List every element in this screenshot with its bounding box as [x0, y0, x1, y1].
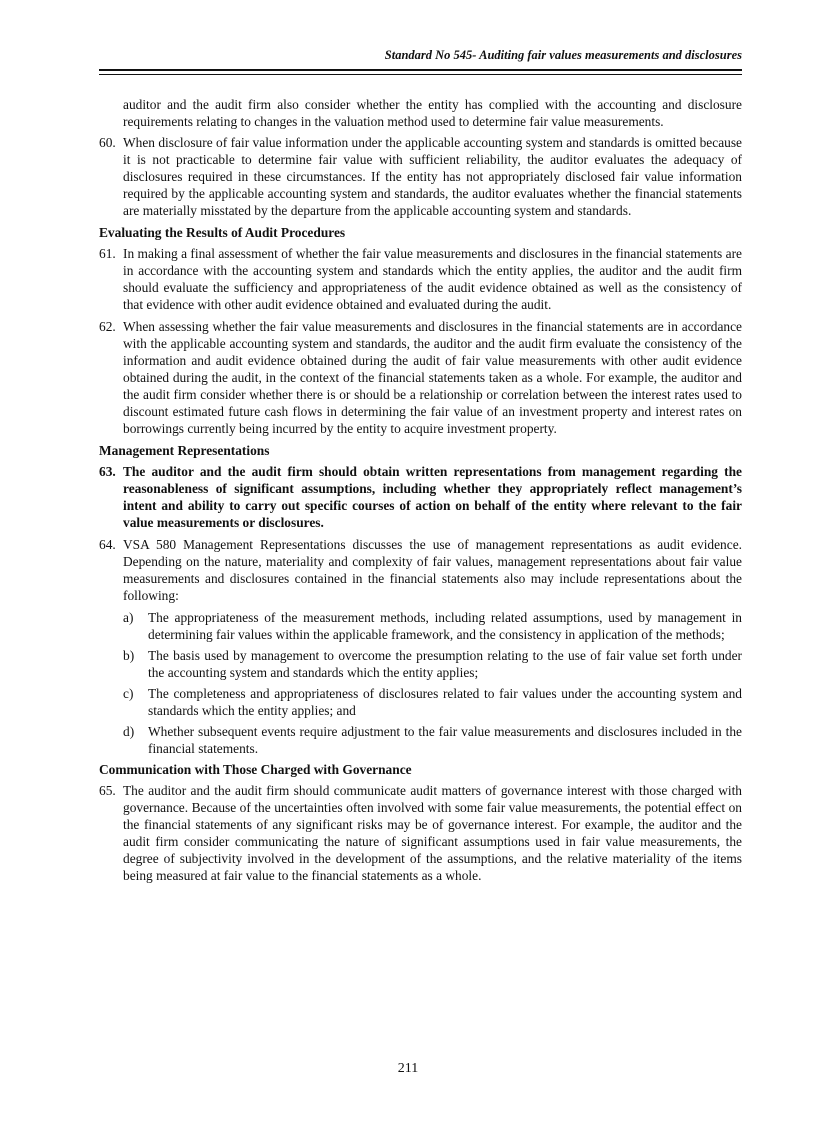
list-text: Whether subsequent events require adjustment to the fair value measurements and disclosures included in the financial statements. [148, 724, 742, 756]
paragraph-text: In making a final assessment of whether the fair value measurements and disclosures in the financial statements are in accordance with the accounting system and standards which the entity applies, the auditor and the audit firm should evaluate the sufficiency and appropriateness of the audit evidence obtained as well as the consistency of that evidence with other audit evidence obtained and evaluated during the audit. [123, 246, 742, 312]
paragraph-text: When disclosure of fair value information under the applicable accounting system and standards is omitted because it is not practicable to determine fair value with sufficient reliability, the auditor evaluates the adequacy of disclosures required in these circumstances. If the entity has not appropriately disclosed fair value information required by the applicable accounting system and standards, the auditor evaluates whether the financial statements are materially misstated by the departure from the applicable accounting system and standards. [123, 135, 742, 218]
section-heading-evaluating-results: Evaluating the Results of Audit Procedures [99, 225, 346, 240]
paragraph-60 [99, 134, 742, 219]
header-rule-thick [99, 69, 742, 71]
paragraph-61 [99, 245, 742, 313]
paragraph-number: 60. [99, 135, 116, 150]
list-text: The basis used by management to overcome the presumption relating to the use of fair value set forth under the accounting system and standards which the entity applies; [148, 648, 742, 680]
paragraph-63 [99, 463, 742, 531]
list-item-a [99, 609, 742, 643]
list-item-c [99, 685, 742, 719]
list-item-b [99, 647, 742, 681]
header-rule-thin [99, 74, 742, 75]
paragraph-text: The auditor and the audit firm should communicate audit matters of governance interest with those charged with governance. Because of the uncertainties often involved with some fair value measurements, the potential effect on the financial statements of any significant risks may be of governance interest. For example, the auditor and the audit firm consider communicating the nature of significant assumptions used in fair value measurements, the degree of subjectivity involved in the development of the assumptions, and the relative materiality of the items being measured at fair value to the financial statements as a whole. [123, 783, 742, 883]
list-letter: b) [123, 648, 135, 663]
paragraph-number: 61. [99, 246, 116, 261]
paragraph-65 [99, 782, 742, 884]
paragraph-number: 63. [99, 464, 116, 479]
paragraph-text: When assessing whether the fair value measurements and disclosures in the financial statements are in accordance with the applicable accounting system and standards, the auditor and the audit firm evaluate the consistency of the information and audit evidence obtained during the audit of fair value measurements with other audit evidence obtained during the audit, in the context of the financial statements taken as a whole. For example, the auditor and the audit firm consider whether there is or should be a relationship or correlation between the interest rates used to discount estimated future cash flows in determining the fair value of an investment property and interest rates on borrowings currently being incurred by the entity to acquire investment property. [123, 319, 742, 436]
list-text: The completeness and appropriateness of disclosures related to fair values under the accounting system and standards which the entity applies; and [148, 686, 742, 718]
list-letter: d) [123, 724, 135, 739]
list-letter: a) [123, 610, 134, 625]
section-heading-communication: Communication with Those Charged with Governance [99, 762, 412, 777]
paragraph-62 [99, 318, 742, 437]
paragraph-number: 64. [99, 537, 116, 552]
list-text: The appropriateness of the measurement methods, including related assumptions, used by management in determining fair values within the applicable framework, and the consistency in application of the methods; [148, 610, 742, 642]
section-heading-management-representations: Management Representations [99, 443, 270, 458]
paragraph-text: The auditor and the audit firm should obtain written representations from management regarding the reasonableness of significant assumptions, including whether they appropriately reflect management’s intent and ability to carry out specific courses of action on behalf of the entity where relevant to the fair value measurements or disclosures. [123, 464, 742, 530]
list-item-d [99, 723, 742, 757]
continued-paragraph: auditor and the audit firm also consider whether the entity has complied with the accounting and disclosure requirements relating to changes in the valuation method used to determine fair value measurements. [123, 97, 742, 129]
running-header-title: Standard No 545- Auditing fair values measurements and disclosures [384, 48, 742, 62]
page-content [99, 96, 742, 889]
paragraph-text: VSA 580 Management Representations discusses the use of management representations as audit evidence. Depending on the nature, materiality and complexity of fair values, management representations about fair value measurements and disclosures contained in the financial statements also may include representations about the following: [123, 537, 742, 603]
paragraph-number: 62. [99, 319, 116, 334]
paragraph-64 [99, 536, 742, 604]
page-number: 211 [397, 1061, 419, 1076]
list-letter: c) [123, 686, 134, 701]
paragraph-number: 65. [99, 783, 116, 798]
